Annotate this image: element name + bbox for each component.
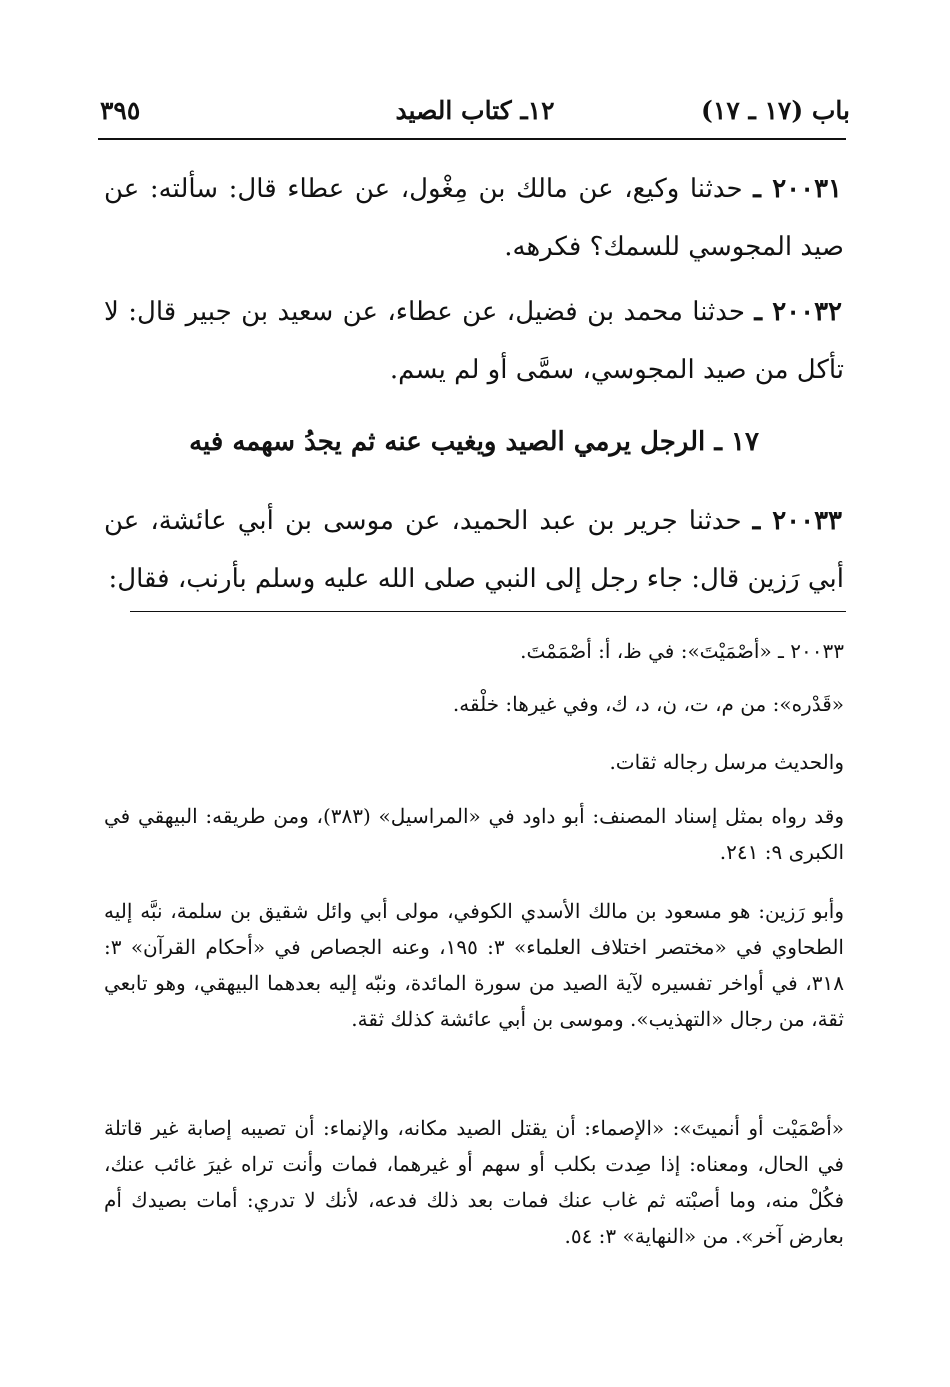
footnote-4: وقد رواه بمثل إسناد المصنف: أبو داود في «المراسيل» (٣٨٣)، ومن طريقه: البيهقي في الكبرى ٩: ٢٤١. [104,804,844,864]
footnote-separator [130,611,846,612]
hadith-20033 [104,492,844,608]
book-title: ١٢ـ كتاب الصيد [395,96,555,125]
hadith-20032 [104,283,844,399]
chapter-heading: ١٧ ـ الرجل يرمي الصيد ويغيب عنه ثم يجدُ سهمه فيه [189,427,759,457]
hadith-number: ٢٠٠٣٢ ـ [754,297,843,327]
footnote-1: ٢٠٠٣٣ ـ «أصْمَيْتَ»: في ظ، أ: أصْمَمْتَ. [520,639,844,663]
hadith-20031 [104,160,844,276]
footnote-5: وأبو رَزين: هو مسعود بن مالك الأسدي الكوفي، مولى أبي وائل شقيق بن سلمة، نبَّه إليه الطحاوي في «مختصر اختلاف العلماء» ٣: ١٩٥، وعنه الجصاص في «أحكام القرآن» ٣: ٣١٨، في أواخر تفسيره لآية الصيد من سورة المائدة، ونبّه إليه بعدهما البيهقي، وهو تابعي ثقة، من رجال «التهذيب». وموسى بن أبي عائشة كذلك ثقة. [104,899,844,1031]
header-rule [98,138,846,140]
hadith-text: حدثنا وكيع، عن مالك بن مِغْول، عن عطاء قال: سألته: عن صيد المجوسي للسمك؟ فكرهه. [104,174,844,262]
running-header [100,92,850,136]
hadith-text: حدثنا جرير بن عبد الحميد، عن موسى بن أبي عائشة، عن أبي رَزين قال: جاء رجل إلى النبي صلى الله عليه وسلم بأرنب، فقال: [104,506,844,594]
footnote-3: والحديث مرسل رجاله ثقات. [609,750,844,774]
footnote-6: «أصْمَيْت أو أنميتَ»: «الإصماء: أن يقتل الصيد مكانه، والإنماء: أن تصيبه إصابة غير قاتلة في الحال، ومعناه: إذا صِدت بكلب أو سهم أو غيرهما، فمات وأنت تراه غيرَ غائب عنك، فكُلْ منه، وما أصبْته ثم غاب عنك فمات بعد ذلك فدعه، لأنك لا تدري: أمات بصيدك أم بعارض آخر». من «النهاية» ٣: ٥٤. [104,1116,844,1248]
page-number: ٣٩٥ [100,96,141,125]
hadith-number: ٢٠٠٣١ ـ [753,174,843,204]
hadith-text: حدثنا محمد بن فضيل، عن عطاء، عن سعيد بن جبير قال: لا تأكل من صيد المجوسي، سمَّى أو لم يسم. [104,297,844,385]
chapter-range: باب (١٧ ـ ١٧) [701,96,850,125]
footnote-2: «قَدْره»: من م، ت، ن، د، ك، وفي غيرها: خلْقه. [452,692,844,716]
hadith-number: ٢٠٠٣٣ ـ [752,506,843,536]
